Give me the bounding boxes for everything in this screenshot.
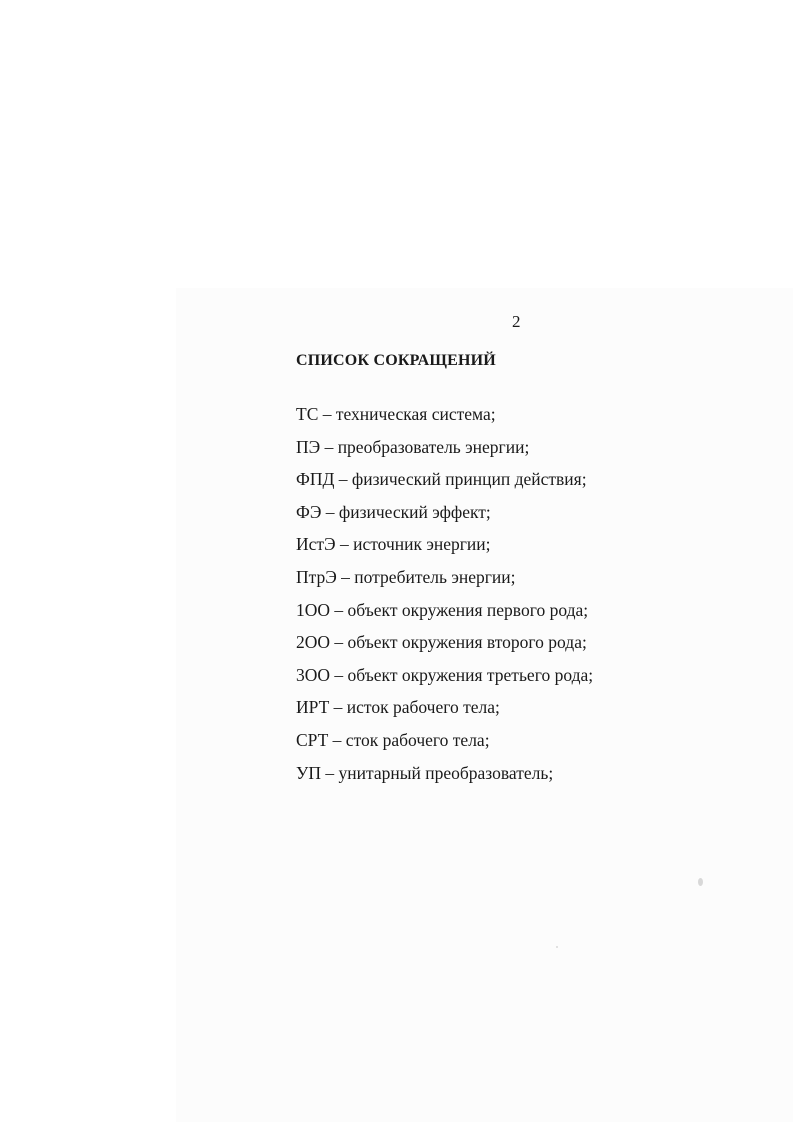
abbreviation-item: ИРТ – исток рабочего тела;	[296, 697, 500, 718]
abbreviation-item: УП – унитарный преобразователь;	[296, 762, 554, 783]
abbreviation-item: ИстЭ – источник энергии;	[296, 534, 491, 555]
abbreviation-item: ПтрЭ – потребитель энергии;	[296, 566, 516, 587]
abbreviation-item: 2ОО – объект окружения второго рода;	[296, 632, 587, 653]
abbreviation-item: 1ОО – объект окружения первого рода;	[296, 599, 589, 620]
abbreviation-item: СРТ – сток рабочего тела;	[296, 729, 490, 750]
abbreviation-item: ФЭ – физический эффект;	[296, 501, 491, 522]
abbreviation-item: ФПД – физический принцип действия;	[296, 469, 587, 490]
page-heading: СПИСОК СОКРАЩЕНИЙ	[296, 352, 496, 369]
abbreviation-list	[296, 402, 593, 793]
abbreviation-item: ПЭ – преобразователь энергии;	[296, 436, 530, 457]
abbreviation-item: 3ОО – объект окружения третьего рода;	[296, 664, 594, 685]
page-number: 2	[512, 312, 521, 331]
scan-speck	[698, 878, 703, 886]
abbreviation-item: ТС – техническая система;	[296, 404, 496, 424]
scan-speck	[556, 946, 558, 948]
